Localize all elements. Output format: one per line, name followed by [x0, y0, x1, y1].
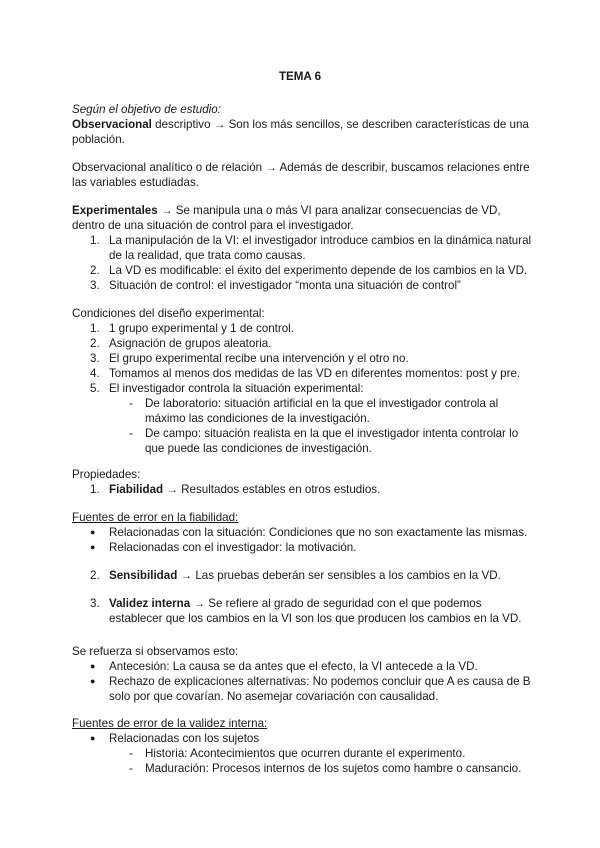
property-validez-interna	[72, 596, 534, 626]
experimental-label: Experimentales	[72, 204, 158, 217]
internal-validity-error-list	[72, 731, 534, 746]
conditions-heading: Condiciones del diseño experimental:	[72, 307, 265, 320]
sub-list-item	[72, 746, 534, 761]
fiabilidad-text: → Resultados estables en otros estudios.	[163, 483, 381, 496]
bullet-item-text: Rechazo de explicaciones alternativas: No podemos concluir que A es causa de B solo por que covarían. No asemejar covariación con causalidad.	[109, 675, 531, 703]
bullet-item	[72, 731, 534, 746]
list-item	[72, 321, 534, 336]
list-number: 1.	[90, 322, 100, 335]
sub-list-item-text: Historia: Acontecimientos que ocurren durante el experimento.	[145, 747, 466, 760]
list-item	[72, 233, 534, 263]
validez-interna-text: → Se refiere al grado de seguridad con el que podemos establecer que los cambios en la VI son los que producen los cambios en la VD.	[109, 597, 522, 625]
bullet-item	[72, 674, 534, 704]
bullet-icon: ●	[90, 542, 96, 552]
list-item-text: La VD es modificable: el éxito del experimento depende de los cambios en la VD.	[109, 264, 528, 277]
property-sensibilidad	[72, 568, 534, 583]
bullet-icon: ●	[90, 661, 96, 671]
list-item	[72, 336, 534, 351]
bullet-item-text: Relacionadas con el investigador: la motivación.	[109, 541, 357, 554]
list-number: 1.	[90, 234, 100, 247]
fiabilidad-error-list	[72, 525, 534, 555]
sub-list-item-text: De campo: situación realista en la que el investigador intenta controlar lo que puede las condiciones de investigación.	[145, 427, 519, 455]
list-number: 4.	[90, 367, 100, 380]
objective-heading: Según el objetivo de estudio:	[72, 103, 221, 116]
section-reinforce	[72, 644, 534, 704]
sub-list-item-text: De laboratorio: situación artificial en la que el investigador controla al máximo las condiciones de la investigación.	[145, 397, 499, 425]
fiabilidad-label: Fiabilidad	[109, 483, 164, 496]
observational-descriptive	[72, 117, 534, 147]
experimental-text: → Se manipula una o más VI para analizar consecuencias de VD, dentro de una situación de control para el investigador.	[72, 204, 501, 232]
observational-descriptive-text: descriptivo → Son los más sencillos, se describen características de una población.	[72, 118, 529, 146]
sub-list-item	[72, 396, 534, 426]
bullet-item-text: Relacionadas con la situación: Condiciones que no son exactamente las mismas.	[109, 526, 528, 539]
validez-interna-label: Validez interna	[109, 597, 191, 610]
list-item-text: El investigador controla la situación experimental:	[109, 382, 364, 395]
sub-list-item	[72, 761, 534, 776]
observational-analytic: Observacional analítico o de relación → Además de describir, buscamos relaciones entre las variables estudiadas.	[72, 161, 530, 189]
sensibilidad-text: → Las pruebas deberán ser sensibles a los cambios en la VD.	[177, 569, 501, 582]
dash-marker: -	[129, 427, 133, 440]
conditions-list	[72, 321, 534, 396]
section-internal-validity-errors	[72, 716, 534, 776]
experimental	[72, 203, 534, 233]
bullet-item	[72, 659, 534, 674]
list-number: 3.	[90, 352, 100, 365]
list-item-text: 1 grupo experimental y 1 de control.	[109, 322, 294, 335]
internal-validity-sublist	[72, 746, 534, 776]
document-title: TEMA 6	[278, 70, 322, 83]
conditions-sublist	[72, 396, 534, 456]
list-item-text: La manipulación de la VI: el investigador introduce cambios en la dinámica natural de la realidad, que trata como causas.	[109, 234, 532, 262]
dash-marker: -	[129, 747, 133, 760]
list-number: 3.	[90, 597, 100, 610]
observational-label: Observacional	[72, 118, 152, 131]
list-item-text: Tomamos al menos dos medidas de las VD en diferentes momentos: post y pre.	[109, 367, 521, 380]
list-item	[72, 263, 534, 278]
list-item	[72, 366, 534, 381]
list-item-text: Asignación de grupos aleatoria.	[109, 337, 272, 350]
experimental-list	[72, 233, 534, 293]
list-item-text: Situación de control: el investigador “monta una situación de control”	[109, 279, 461, 292]
internal-validity-error-heading: Fuentes de error de la validez interna:	[72, 717, 268, 730]
bullet-item-text: Relacionadas con los sujetos	[109, 732, 260, 745]
list-number: 3.	[90, 279, 100, 292]
sub-list-item	[72, 426, 534, 456]
list-number: 1.	[90, 483, 100, 496]
property-fiabilidad	[72, 482, 534, 497]
reinforce-heading: Se refuerza si observamos esto:	[72, 645, 239, 658]
list-number: 2.	[90, 337, 100, 350]
dash-marker: -	[129, 762, 133, 775]
bullet-item	[72, 540, 534, 555]
bullet-icon: ●	[90, 733, 96, 743]
list-item	[72, 278, 534, 293]
dash-marker: -	[129, 397, 133, 410]
bullet-icon: ●	[90, 676, 96, 686]
list-item-text: El grupo experimental recibe una intervención y el otro no.	[109, 352, 409, 365]
list-item	[72, 381, 534, 396]
list-number: 5.	[90, 382, 100, 395]
section-objective	[72, 102, 534, 293]
list-item	[72, 351, 534, 366]
bullet-item-text: Antecesión: La causa se da antes que el efecto, la VI antecede a la VD.	[109, 660, 478, 673]
list-number: 2.	[90, 569, 100, 582]
bullet-item	[72, 525, 534, 540]
sensibilidad-label: Sensibilidad	[109, 569, 178, 582]
list-number: 2.	[90, 264, 100, 277]
properties-heading: Propiedades:	[72, 468, 141, 481]
bullet-icon: ●	[90, 527, 96, 537]
fiabilidad-error-heading: Fuentes de error en la fiabilidad:	[72, 511, 239, 524]
section-properties	[72, 467, 534, 626]
sub-list-item-text: Maduración: Procesos internos de los sujetos como hambre o cansancio.	[145, 762, 522, 775]
section-conditions	[72, 306, 534, 456]
reinforce-list	[72, 659, 534, 704]
